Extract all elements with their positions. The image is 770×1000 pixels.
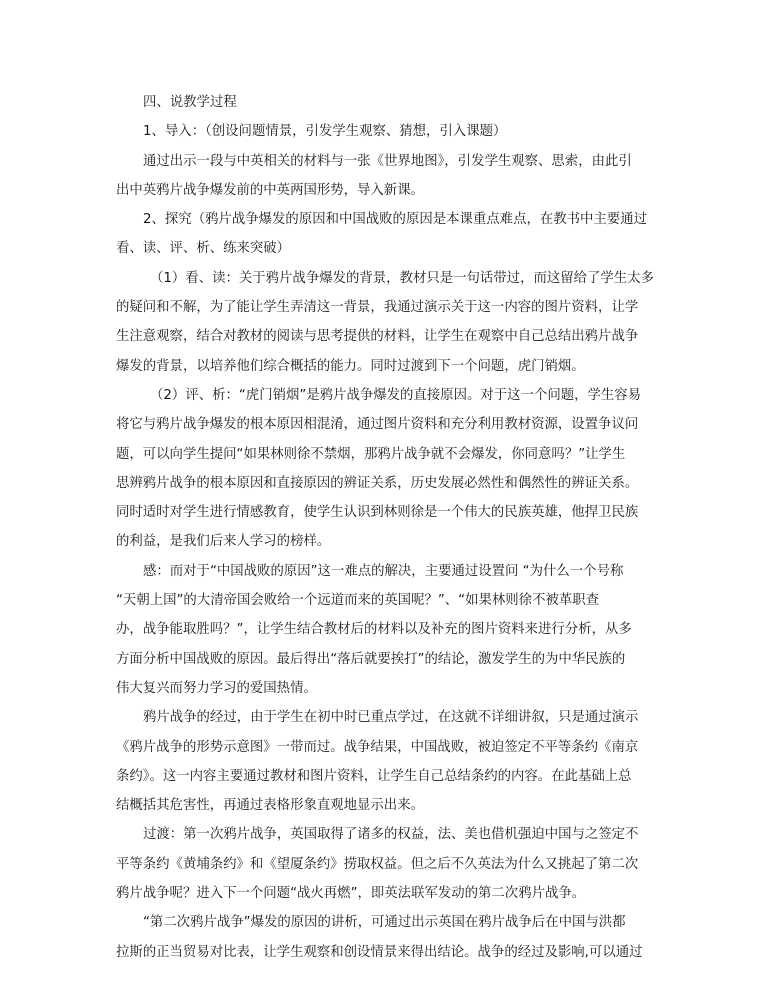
text-line: 看、读、评、析、练来突破） <box>116 241 291 257</box>
text-line: （1）看、读：关于鸦片战争爆发的背景，教材只是一句话带过，而这留给了学生太多 <box>150 270 654 286</box>
text-line: 感：而对于“中国战败的原因”这一难点的解决，主要通过设置问 “为什么一个号称 <box>143 563 624 579</box>
text-line: 将它与鸦片战争爆发的根本原因相混淆，通过图片资料和充分利用教材资源，设置争议问 <box>116 417 639 433</box>
transition-paragraph <box>116 820 654 908</box>
text-line: 条约》。这一内容主要通过教材和图片资料，让学生自己总结条约的内容。在此基础上总 <box>116 768 632 784</box>
text-line: “天朝上国”的大清帝国会败给一个远道而来的英国呢？”、“如果林则徐不被革职查 <box>116 593 600 609</box>
text-line: 的疑问和不解，为了能让学生弄清这一背景，我通过演示关于这一内容的图片资料，让学 <box>116 300 639 316</box>
feel-paragraph <box>116 557 654 703</box>
text-line: 《鸦片战争的形势示意图》一带而过。战争结果，中国战败，被迫签定不平等条约《南京 <box>116 739 639 755</box>
text-line: 平等条约《黄埔条约》和《望厦条约》捞取权益。但之后不久英法为什么又挑起了第二次 <box>116 856 639 872</box>
text-line: 题，可以向学生提问“如果林则徐不禁烟，那鸦片战争就不会爆发，你同意吗？”让学生 <box>116 446 626 462</box>
text-line: 的利益，是我们后来人学习的榜样。 <box>116 534 331 550</box>
section-heading: 四、说教学过程 <box>143 95 237 110</box>
text-line: 鸦片战争的经过，由于学生在初中时已重点学过，在这就不详细讲叙，只是通过演示 <box>143 710 639 726</box>
text-line: 生注意观察，结合对教材的阅读与思考提供的材料，让学生在观察中自己总结出鸦片战争 <box>116 329 639 345</box>
second-war-paragraph <box>116 908 654 967</box>
text-line: 拉斯的正当贸易对比表，让学生观察和创设情景来得出结论。战争的经过及影响,可以通过 <box>116 944 643 960</box>
text-line: 思辨鸦片战争的根本原因和直接原因的辨证关系，历史发展必然性和偶然性的辨证关系。 <box>116 475 639 491</box>
text-line: 方面分析中国战败的原因。最后得出“落后就要挨打”的结论，激发学生的为中华民族的 <box>116 651 626 667</box>
intro-paragraph <box>116 147 654 206</box>
course-paragraph <box>116 703 654 820</box>
analyze-paragraph <box>116 381 654 557</box>
document-page <box>116 88 654 967</box>
text-line: 过渡：第一次鸦片战争，英国取得了诸多的权益，法、美也借机强迫中国与之签定不 <box>143 827 639 843</box>
text-line: （2）评、析：“虎门销烟”是鸦片战争爆发的直接原因。对于这一个问题，学生容易 <box>150 387 642 403</box>
text-line: 通过出示一段与中英相关的材料与一张《世界地图》，引发学生观察、思索，由此引 <box>143 153 632 169</box>
intro-heading: 1、导入：（创设问题情景，引发学生观察、猜想，引入课题） <box>143 124 507 140</box>
text-line: 出中英鸦片战争爆发前的中英两国形势，导入新课。 <box>116 182 424 198</box>
text-line: 爆发的背景，以培养他们综合概括的能力。同时过渡到下一个问题，虎门销烟。 <box>116 358 585 374</box>
text-line: 伟大复兴而努力学习的爱国热情。 <box>116 680 317 696</box>
text-line: “第二次鸦片战争”爆发的原因的讲析，可通过出示英国在鸦片战争后在中国与洪都 <box>143 915 626 931</box>
explore-paragraph <box>116 205 654 264</box>
text-line: 结概括其危害性，再通过表格形象直观地显示出来。 <box>116 798 424 814</box>
text-line: 鸦片战争呢？进入下一个问题“战火再燃”，即英法联军发动的第二次鸦片战争。 <box>116 886 586 902</box>
text-line: 办，战争能取胜吗？”，让学生结合教材后的材料以及补充的图片资料来进行分析，从多 <box>116 622 632 638</box>
text-line: 同时适时对学生进行情感教育，使学生认识到林则徐是一个伟大的民族英雄，他捍卫民族 <box>116 505 639 521</box>
text-line: 2、探究（鸦片战争爆发的原因和中国战败的原因是本课重点难点，在教书中主要通过 <box>143 212 647 228</box>
read-paragraph <box>116 264 654 381</box>
